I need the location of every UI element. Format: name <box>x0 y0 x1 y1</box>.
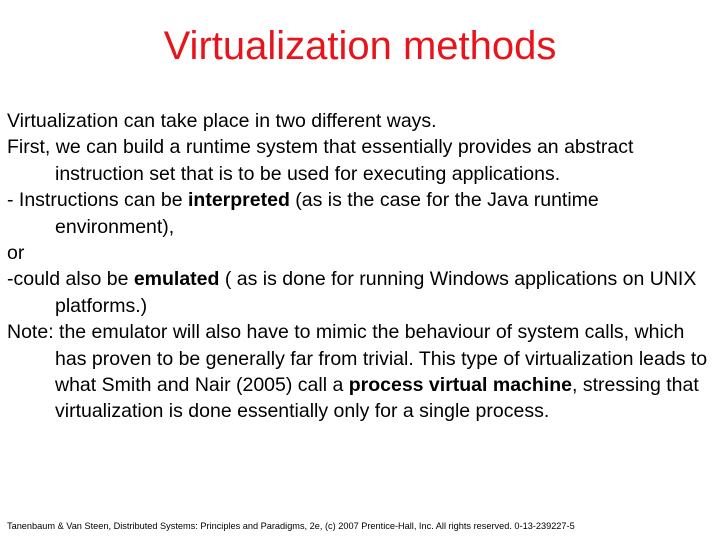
slide-footer: Tanenbaum & Van Steen, Distributed Systems: Principles and Paradigms, 2e, (c) 2007 Prentice-Hall, Inc. All rights reserved. 0-13-239227-5 <box>7 521 575 531</box>
paragraph-or <box>7 240 715 266</box>
slide-title: Virtualization methods <box>163 24 557 68</box>
text-run: -could also be <box>7 268 134 291</box>
paragraph-emulated <box>7 266 715 319</box>
text-run: ( as is done for running Windows applications on UNIX platforms.) <box>55 268 697 317</box>
text-run: or <box>7 242 25 265</box>
text-run: Note: the emulator will also have to mimic the behaviour of system calls, which has proven to be generally far from trivial. This type of virtualization leads to what Smith and Nair (2005) call a <box>7 321 708 397</box>
text-run: - Instructions can be <box>7 189 189 212</box>
slide-body <box>7 108 715 425</box>
text-run-bold: emulated <box>133 268 220 291</box>
paragraph-intro <box>7 108 715 134</box>
text-run: (as is the case for the Java runtime environment), <box>55 189 599 238</box>
text-run-bold: interpreted <box>188 189 290 212</box>
text-run: Virtualization can take place in two different ways. <box>7 110 437 132</box>
text-run: , stressing that virtualization is done essentially only for a single process. <box>55 374 699 423</box>
paragraph-runtime-system <box>7 134 715 187</box>
paragraph-note <box>7 319 715 425</box>
text-run: First, we can build a runtime system that essentially provides an abstract instruction set that is to be used for executing applications. <box>7 136 634 185</box>
paragraph-interpreted <box>7 187 715 240</box>
text-run-bold: process virtual machine <box>348 374 572 397</box>
